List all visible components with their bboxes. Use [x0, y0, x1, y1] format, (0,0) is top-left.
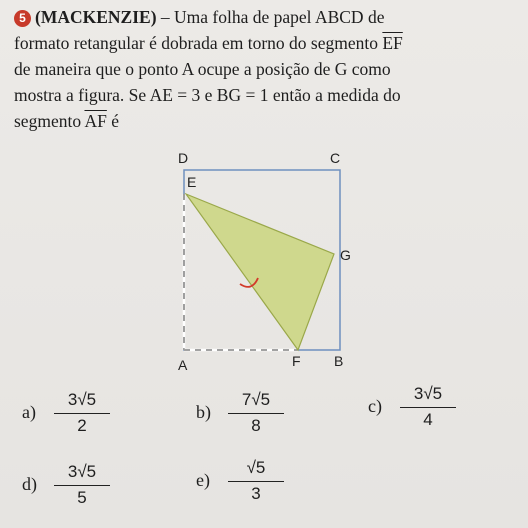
- question-source: (MACKENZIE): [35, 7, 157, 27]
- option-d[interactable]: [22, 460, 122, 516]
- label-f: F: [292, 353, 301, 369]
- option-e-letter: e): [196, 470, 210, 490]
- option-b-numerator: 7√5: [241, 390, 271, 409]
- option-c-letter: c): [368, 396, 382, 416]
- option-e-denominator: 3: [251, 484, 261, 503]
- problem-text-5: segmento: [14, 111, 85, 131]
- problem-text-2: formato retangular é dobrada em torno do segmento: [14, 33, 383, 53]
- fraction-bar: [228, 413, 284, 414]
- problem-line-2: [14, 30, 522, 56]
- option-c-denominator: 4: [423, 410, 433, 429]
- question-number-badge: 5: [14, 10, 31, 27]
- option-b[interactable]: [196, 388, 296, 444]
- segment-ef: $\overline{EF}$: [382, 33, 403, 53]
- segment-af: $\overline{AF}$: [84, 111, 107, 131]
- problem-statement: [14, 4, 522, 134]
- label-d: D: [178, 150, 189, 166]
- option-d-numerator: 3√5: [67, 462, 97, 481]
- label-b: B: [334, 353, 344, 369]
- figure-svg: [160, 150, 370, 380]
- problem-line-5: [14, 108, 522, 134]
- option-a[interactable]: [22, 388, 122, 444]
- label-g: G: [340, 247, 351, 263]
- label-a: A: [178, 357, 188, 373]
- option-e-numerator: √5: [246, 458, 266, 477]
- option-a-fraction: [50, 388, 114, 437]
- problem-line-1: [14, 4, 522, 30]
- option-b-denominator: 8: [251, 416, 261, 435]
- fraction-bar: [400, 407, 456, 408]
- option-c[interactable]: [368, 382, 468, 438]
- folded-paper-figure: [160, 150, 370, 380]
- option-e-fraction: [224, 456, 288, 505]
- problem-line-4: mostra a figura. Se AE = 3 e BG = 1 então a medida do: [14, 85, 401, 105]
- option-a-denominator: 2: [77, 416, 87, 435]
- option-a-letter: a): [22, 402, 36, 422]
- option-d-letter: d): [22, 474, 37, 494]
- option-b-letter: b): [196, 402, 211, 422]
- fraction-bar: [54, 485, 110, 486]
- problem-text-1: – Uma folha de papel ABCD de: [156, 7, 385, 27]
- label-e: E: [187, 174, 197, 190]
- option-d-denominator: 5: [77, 488, 87, 507]
- option-c-numerator: 3√5: [413, 384, 443, 403]
- label-c: C: [330, 150, 341, 166]
- option-b-fraction: [224, 388, 288, 437]
- fraction-bar: [228, 481, 284, 482]
- problem-line-3: de maneira que o ponto A ocupe a posição de G como: [14, 59, 391, 79]
- fraction-bar: [54, 413, 110, 414]
- folded-triangle-efg: [186, 194, 334, 350]
- option-e[interactable]: [196, 456, 296, 512]
- option-d-fraction: [50, 460, 114, 509]
- option-a-numerator: 3√5: [67, 390, 97, 409]
- option-c-fraction: [396, 382, 460, 431]
- problem-text-5b: é: [106, 111, 120, 131]
